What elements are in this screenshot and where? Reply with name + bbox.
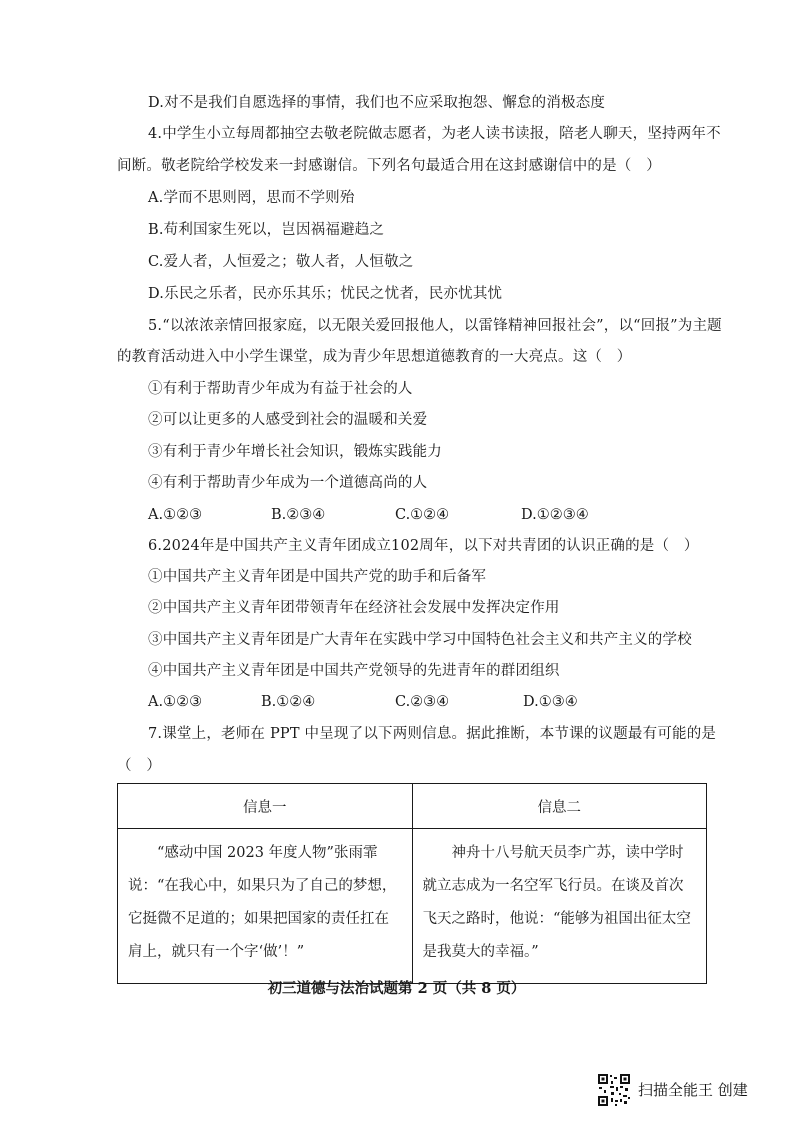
q5-option-d: D.①②③④ (521, 507, 589, 523)
q5-stem-line2: 的教育活动进入中小学生课堂，成为青少年思想道德教育的一大亮点。这（ ） (117, 349, 632, 365)
q6-stem: 6.2024年是中国共产主义青年团成立102周年，以下对共青团的认识正确的是（ ） (148, 538, 699, 554)
q6-statement-3: ③中国共产主义青年团是广大青年在实践中学习中国特色社会主义和共产主义的学校 (148, 632, 692, 648)
q4-option-b: B.苟利国家生死以，岂因祸福避趋之 (148, 222, 385, 238)
info-table (117, 783, 707, 984)
q5-option-c: C.①②④ (395, 507, 450, 523)
q6-option-b: B.①②④ (261, 694, 316, 710)
q6-option-a: A.①②③ (148, 694, 203, 710)
qr-code-icon (597, 1073, 631, 1107)
info-table-header-2: 信息二 (412, 784, 707, 829)
q7-stem-line1: 7.课堂上，老师在 PPT 中呈现了以下两则信息。据此推断，本节课的议题最有可能的是 (148, 726, 717, 742)
q5-option-a: A.①②③ (148, 507, 203, 523)
q5-statement-2: ②可以让更多的人感受到社会的温暖和关爱 (148, 412, 428, 428)
q6-option-d: D.①③④ (523, 694, 578, 710)
q7-stem-line2: （ ） (117, 758, 162, 774)
q3-option-d: D.对不是我们自愿选择的事情，我们也不应采取抱怨、懈怠的消极态度 (148, 95, 606, 111)
page-footer: 初三道德与法治试题第 2 页（共 8 页） (267, 980, 526, 997)
q5-statement-1: ①有利于帮助青少年成为有益于社会的人 (148, 381, 413, 397)
q6-statement-2: ②中国共产主义青年团带领青年在经济社会发展中发挥决定作用 (148, 600, 560, 616)
q6-statement-4: ④中国共产主义青年团是中国共产党领导的先进青年的群团组织 (148, 663, 560, 679)
q4-stem-line2: 间断。敬老院给学校发来一封感谢信。下列名句最适合用在这封感谢信中的是（ ） (117, 158, 661, 174)
q4-option-c: C.爱人者，人恒爱之；敬人者，人恒敬之 (148, 254, 414, 270)
q5-statement-3: ③有利于青少年增长社会知识，锻炼实践能力 (148, 444, 442, 460)
q6-option-c: C.②③④ (395, 694, 450, 710)
q5-option-b: B.②③④ (271, 507, 326, 523)
scanner-watermark: 扫描全能王 创建 (638, 1081, 748, 1099)
info-table-cell-1 (118, 829, 413, 984)
info-table-cell-2 (412, 829, 707, 984)
q4-stem-line1: 4.中学生小立每周都抽空去敬老院做志愿者，为老人读书读报，陪老人聊天，坚持两年不 (148, 126, 721, 142)
info-two-text: 神舟十八号航天员李广苏，读中学时就立志成为一名空军飞行员。在谈及首次飞天之路时，他说：“能够为祖国出征太空是我莫大的幸福。” (422, 845, 691, 960)
q6-statement-1: ①中国共产主义青年团是中国共产党的助手和后备军 (148, 569, 487, 585)
info-one-text: “感动中国 2023 年度人物”张雨霏说：“在我心中，如果只为了自己的梦想，它挺微不足道的；如果把国家的责任扛在肩上，就只有一个字‘做’！” (128, 845, 397, 960)
q4-option-a: A.学而不思则罔，思而不学则殆 (148, 190, 355, 206)
q5-stem-line1: 5.“以浓浓亲情回报家庭，以无限关爱回报他人，以雷锋精神回报社会”，以“回报”为主题 (148, 318, 722, 334)
q4-option-d: D.乐民之乐者，民亦乐其乐；忧民之忧者，民亦忧其忧 (148, 286, 503, 302)
q5-statement-4: ④有利于帮助青少年成为一个道德高尚的人 (148, 475, 428, 491)
info-table-header-1: 信息一 (118, 784, 413, 829)
